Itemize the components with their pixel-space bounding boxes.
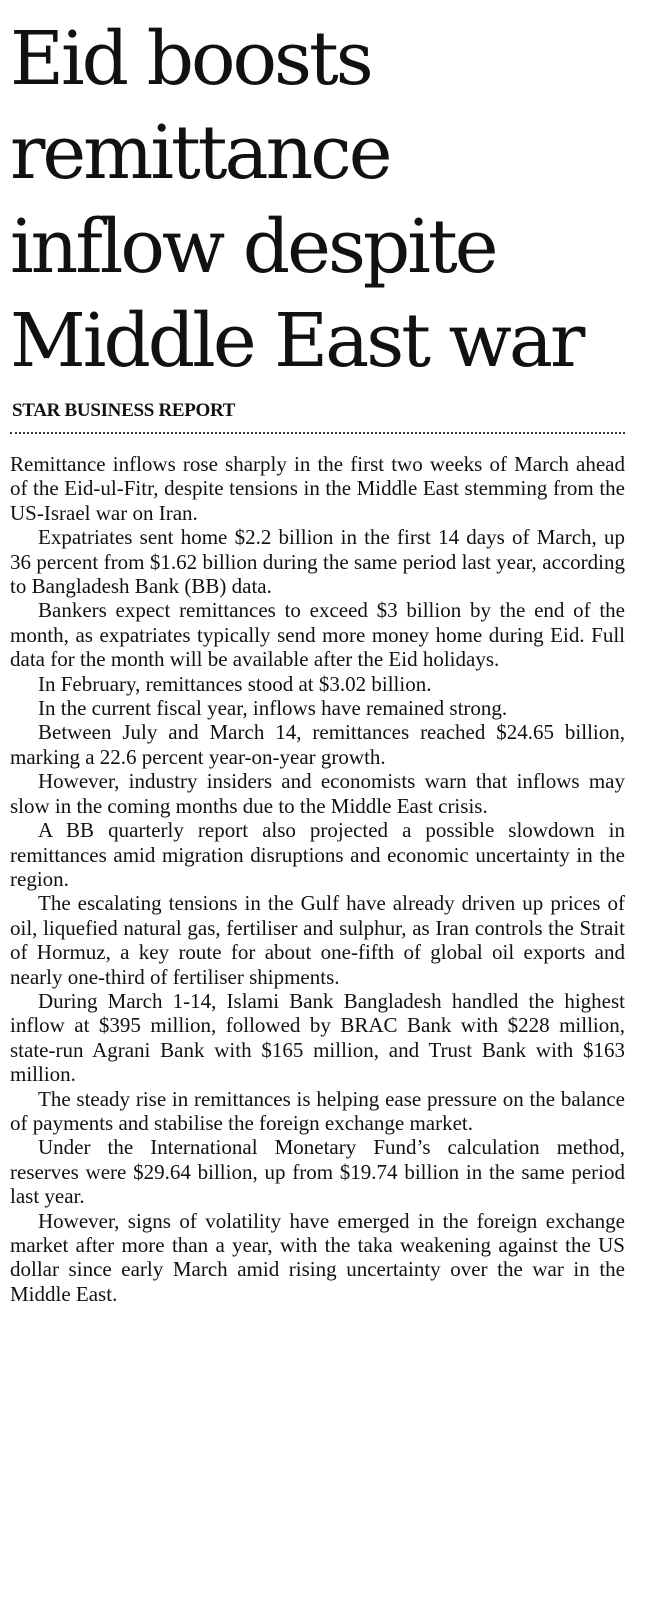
paragraph: However, industry insiders and economists warn that inflows may slow in the coming months due to the Middle East crisis. [10, 769, 625, 818]
headline-line-4: Middle East war [10, 298, 583, 384]
headline-line-3: inflow despite [10, 204, 496, 290]
paragraph: Remittance inflows rose sharply in the first two weeks of March ahead of the Eid-ul-Fitr, despite tensions in the Middle East stemming from the US-Israel war on Iran. [10, 452, 625, 525]
paragraph: Under the International Monetary Fund’s calculation method, reserves were $29.64 billion, up from $19.74 billion in the same period last year. [10, 1135, 625, 1209]
paragraph: During March 1-14, Islami Bank Bangladesh handled the highest inflow at $395 million, followed by BRAC Bank with $228 million, state-run Agrani Bank with $165 million, and Trust Bank with $163 million. [10, 988, 625, 1087]
paragraph: A BB quarterly report also projected a possible slowdown in remittances amid migration disruptions and economic uncertainty in the region. [10, 818, 625, 891]
paragraph: The steady rise in remittances is helping ease pressure on the balance of payments and stabilise the foreign exchange market. [10, 1086, 625, 1135]
article-body [10, 452, 625, 1306]
byline: STAR BUSINESS REPORT [12, 400, 236, 421]
paragraph: However, signs of volatility have emerged in the foreign exchange market after more than a year, with the taka weakening against the US dollar since early March amid rising uncertainty over the war in the Middle East. [10, 1208, 625, 1306]
news-article [10, 0, 625, 1306]
headline [10, 12, 625, 388]
headline-line-1: Eid boosts [10, 16, 371, 102]
paragraph: Between July and March 14, remittances reached $24.65 billion, marking a 22.6 percent year-on-year growth. [10, 720, 625, 769]
paragraph: Bankers expect remittances to exceed $3 billion by the end of the month, as expatriates typically send more money home during Eid. Full data for the month will be available after the Eid holidays. [10, 598, 625, 672]
paragraph: In the current fiscal year, inflows have remained strong. [38, 696, 508, 721]
paragraph: Expatriates sent home $2.2 billion in the first 14 days of March, up 36 percent from $1.62 billion during the same period last year, according to Bangladesh Bank (BB) data. [10, 525, 625, 599]
paragraph: The escalating tensions in the Gulf have already driven up prices of oil, liquefied natural gas, fertiliser and sulphur, as Iran controls the Strait of Hormuz, a key route for about one-fifth of global oil exports and nearly one-third of fertiliser shipments. [10, 891, 625, 989]
headline-line-2: remittance [10, 110, 390, 196]
dotted-divider [10, 432, 625, 434]
paragraph: In February, remittances stood at $3.02 billion. [38, 671, 432, 696]
